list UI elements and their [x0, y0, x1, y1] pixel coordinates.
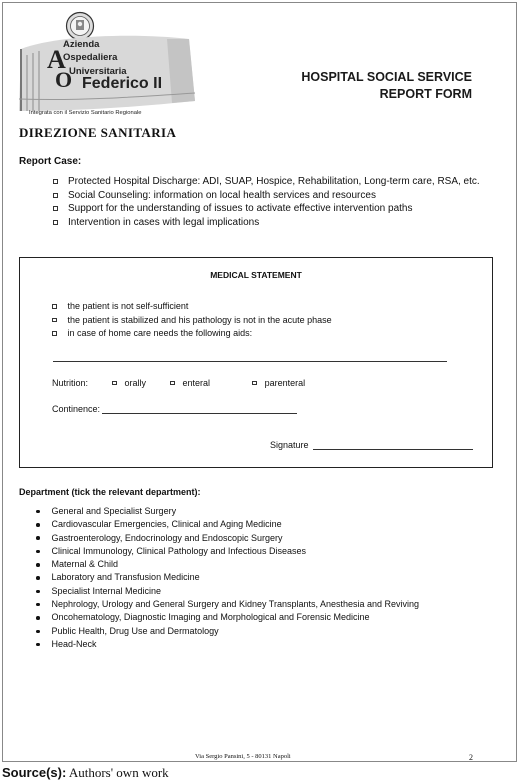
- department-item[interactable]: Cardiovascular Emergencies, Clinical and Aging Medicine: [36, 518, 419, 531]
- source-text: Authors' own work: [66, 765, 169, 780]
- source-caption: [2, 765, 169, 781]
- form-title: [301, 69, 472, 103]
- report-case-item[interactable]: Protected Hospital Discharge: ADI, SUAP, Hospice, Rehabilitation, Long-term care, RSA, etc.: [53, 175, 493, 189]
- department-item[interactable]: Clinical Immunology, Clinical Pathology and Infectious Diseases: [36, 545, 419, 558]
- report-case-list: [53, 175, 493, 229]
- department-label: Department (tick the relevant department):: [19, 487, 201, 497]
- logo-letter-o: O: [55, 67, 73, 92]
- medical-statement-item[interactable]: in case of home care needs the following aids:: [52, 327, 332, 341]
- form-page: [2, 2, 517, 762]
- bullet-icon: [36, 590, 40, 594]
- nutrition-option-orally[interactable]: orally: [112, 378, 146, 388]
- medical-statement-title: MEDICAL STATEMENT: [210, 270, 302, 280]
- checkbox[interactable]: [53, 220, 58, 225]
- report-case-item[interactable]: Support for the understanding of issues to activate effective intervention paths: [53, 202, 493, 216]
- checkbox[interactable]: [52, 331, 57, 336]
- department-item[interactable]: Laboratory and Transfusion Medicine: [36, 571, 419, 584]
- department-list: [36, 505, 419, 651]
- bullet-icon: [36, 510, 40, 514]
- report-case-item[interactable]: Intervention in cases with legal implications: [53, 216, 493, 230]
- department-item[interactable]: Gastroenterology, Endocrinology and Endoscopic Surgery: [36, 532, 419, 545]
- logo-line-federico: Federico II: [82, 75, 163, 92]
- logo-letter-a: A: [47, 45, 66, 74]
- form-title-line1: HOSPITAL SOCIAL SERVICE: [301, 70, 472, 84]
- report-case-item[interactable]: Social Counseling: information on local health services and resources: [53, 189, 493, 203]
- logo-line-universitaria: Universitaria: [69, 66, 127, 77]
- logo-line-azienda: Azienda: [63, 39, 100, 50]
- medical-statement-item[interactable]: the patient is stabilized and his pathology is not in the acute phase: [52, 314, 332, 328]
- logo-line-integrata: Integrata con il Servizio Sanitario Regionale: [29, 110, 142, 116]
- continence-row: [52, 404, 297, 414]
- signature-field[interactable]: [313, 442, 473, 450]
- checkbox[interactable]: [252, 381, 257, 386]
- aids-blank-line[interactable]: [53, 361, 447, 362]
- form-title-line2: REPORT FORM: [379, 87, 472, 101]
- department-item[interactable]: Maternal & Child: [36, 558, 419, 571]
- department-item[interactable]: Head-Neck: [36, 638, 419, 651]
- bullet-icon: [36, 603, 40, 607]
- medical-statement-box: [19, 257, 493, 468]
- bullet-icon: [36, 523, 40, 527]
- checkbox[interactable]: [52, 318, 57, 323]
- nutrition-label: Nutrition:: [52, 378, 89, 388]
- bullet-icon: [36, 630, 40, 634]
- footer-address: Via Sergio Pansini, 5 - 80131 Napoli: [195, 753, 291, 760]
- direzione-heading: DIREZIONE SANITARIA: [19, 125, 177, 140]
- checkbox[interactable]: [170, 381, 175, 386]
- continence-field[interactable]: [102, 406, 297, 414]
- department-item[interactable]: Nephrology, Urology and General Surgery and Kidney Transplants, Anesthesia and Reviving: [36, 598, 419, 611]
- nutrition-option-enteral[interactable]: enteral: [170, 378, 210, 388]
- bullet-icon: [36, 616, 40, 620]
- checkbox[interactable]: [112, 381, 117, 386]
- checkbox[interactable]: [53, 193, 58, 198]
- department-item[interactable]: Oncohematology, Diagnostic Imaging and Morphological and Forensic Medicine: [36, 611, 419, 624]
- nutrition-row: [52, 378, 305, 388]
- bullet-icon: [36, 536, 40, 540]
- logo-line-ospedaliera: Ospedaliera: [63, 52, 118, 63]
- signature-row: [270, 440, 473, 450]
- department-item[interactable]: General and Specialist Surgery: [36, 505, 419, 518]
- department-item[interactable]: Specialist Internal Medicine: [36, 585, 419, 598]
- bullet-icon: [36, 550, 40, 554]
- hospital-logo: [17, 11, 197, 119]
- bullet-icon: [36, 576, 40, 580]
- continence-label: Continence:: [52, 404, 101, 414]
- page-number: 2: [469, 753, 473, 762]
- checkbox[interactable]: [53, 179, 58, 184]
- signature-label: Signature: [270, 440, 309, 450]
- source-label: Source(s):: [2, 765, 67, 780]
- report-case-label: Report Case:: [19, 156, 82, 167]
- nutrition-option-parenteral[interactable]: parenteral: [252, 378, 305, 388]
- medical-statement-list: [52, 300, 332, 341]
- medical-statement-item[interactable]: the patient is not self-sufficient: [52, 300, 332, 314]
- checkbox[interactable]: [53, 206, 58, 211]
- bullet-icon: [36, 643, 40, 647]
- bullet-icon: [36, 563, 40, 567]
- department-item[interactable]: Public Health, Drug Use and Dermatology: [36, 625, 419, 638]
- checkbox[interactable]: [52, 304, 57, 309]
